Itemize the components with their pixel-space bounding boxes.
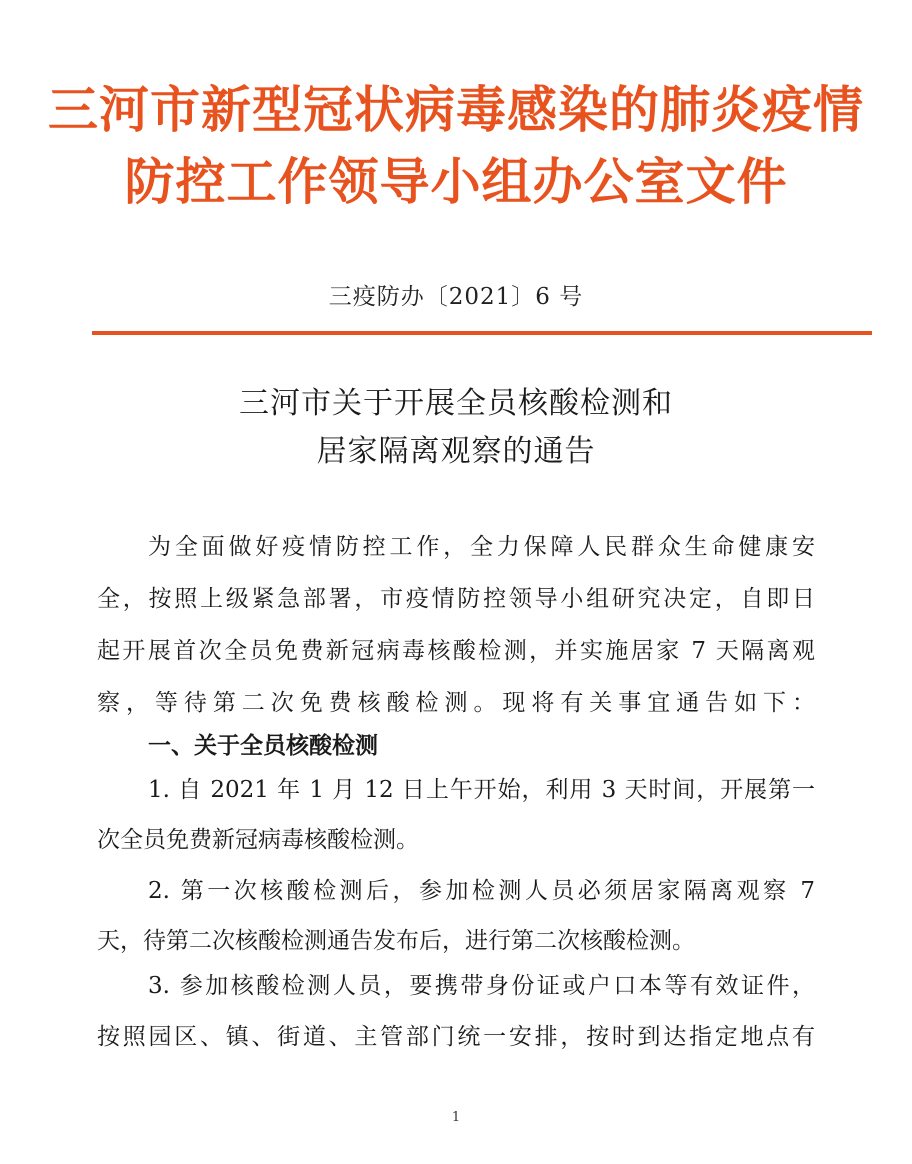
header-title-line-1: 三河市新型冠状病毒感染的肺炎疫情	[48, 81, 864, 139]
section-heading-1: 一、关于全员核酸检测	[148, 733, 378, 759]
item-2-line: 2. 第一次核酸检测后，参加检测人员必须居家隔离观察 7	[148, 878, 815, 904]
header-title-line-2: 防控工作领导小组办公室文件	[124, 153, 788, 211]
intro-line: 为全面做好疫情防控工作，全力保障人民群众生命健康安	[148, 534, 815, 560]
item-3-line: 3. 参加核酸检测人员，要携带身份证或户口本等有效证件，	[148, 973, 815, 999]
notice-title-line-1: 三河市关于开展全员核酸检测和	[239, 386, 673, 421]
intro-line: 察，等待第二次免费核酸检测。现将有关事宜通告如下：	[97, 690, 815, 716]
intro-line: 起开展首次全员免费新冠病毒核酸检测，并实施居家 7 天隔离观	[97, 638, 815, 664]
intro-line: 全，按照上级紧急部署，市疫情防控领导小组研究决定，自即日	[97, 586, 815, 612]
item-2-line: 天，待第二次核酸检测通告发布后，进行第二次核酸检测。	[97, 928, 695, 954]
red-divider-line	[92, 331, 872, 335]
document-number: 三疫防办〔2021〕6 号	[328, 284, 584, 310]
item-3-line: 按照园区、镇、街道、主管部门统一安排，按时到达指定地点有	[97, 1024, 815, 1050]
page-number: 1	[451, 1110, 461, 1125]
item-1-line: 1. 自 2021 年 1 月 12 日上午开始，利用 3 天时间，开展第一	[148, 777, 815, 803]
notice-title-line-2: 居家隔离观察的通告	[316, 434, 596, 469]
item-1-line: 次全员免费新冠病毒核酸检测。	[97, 827, 419, 853]
